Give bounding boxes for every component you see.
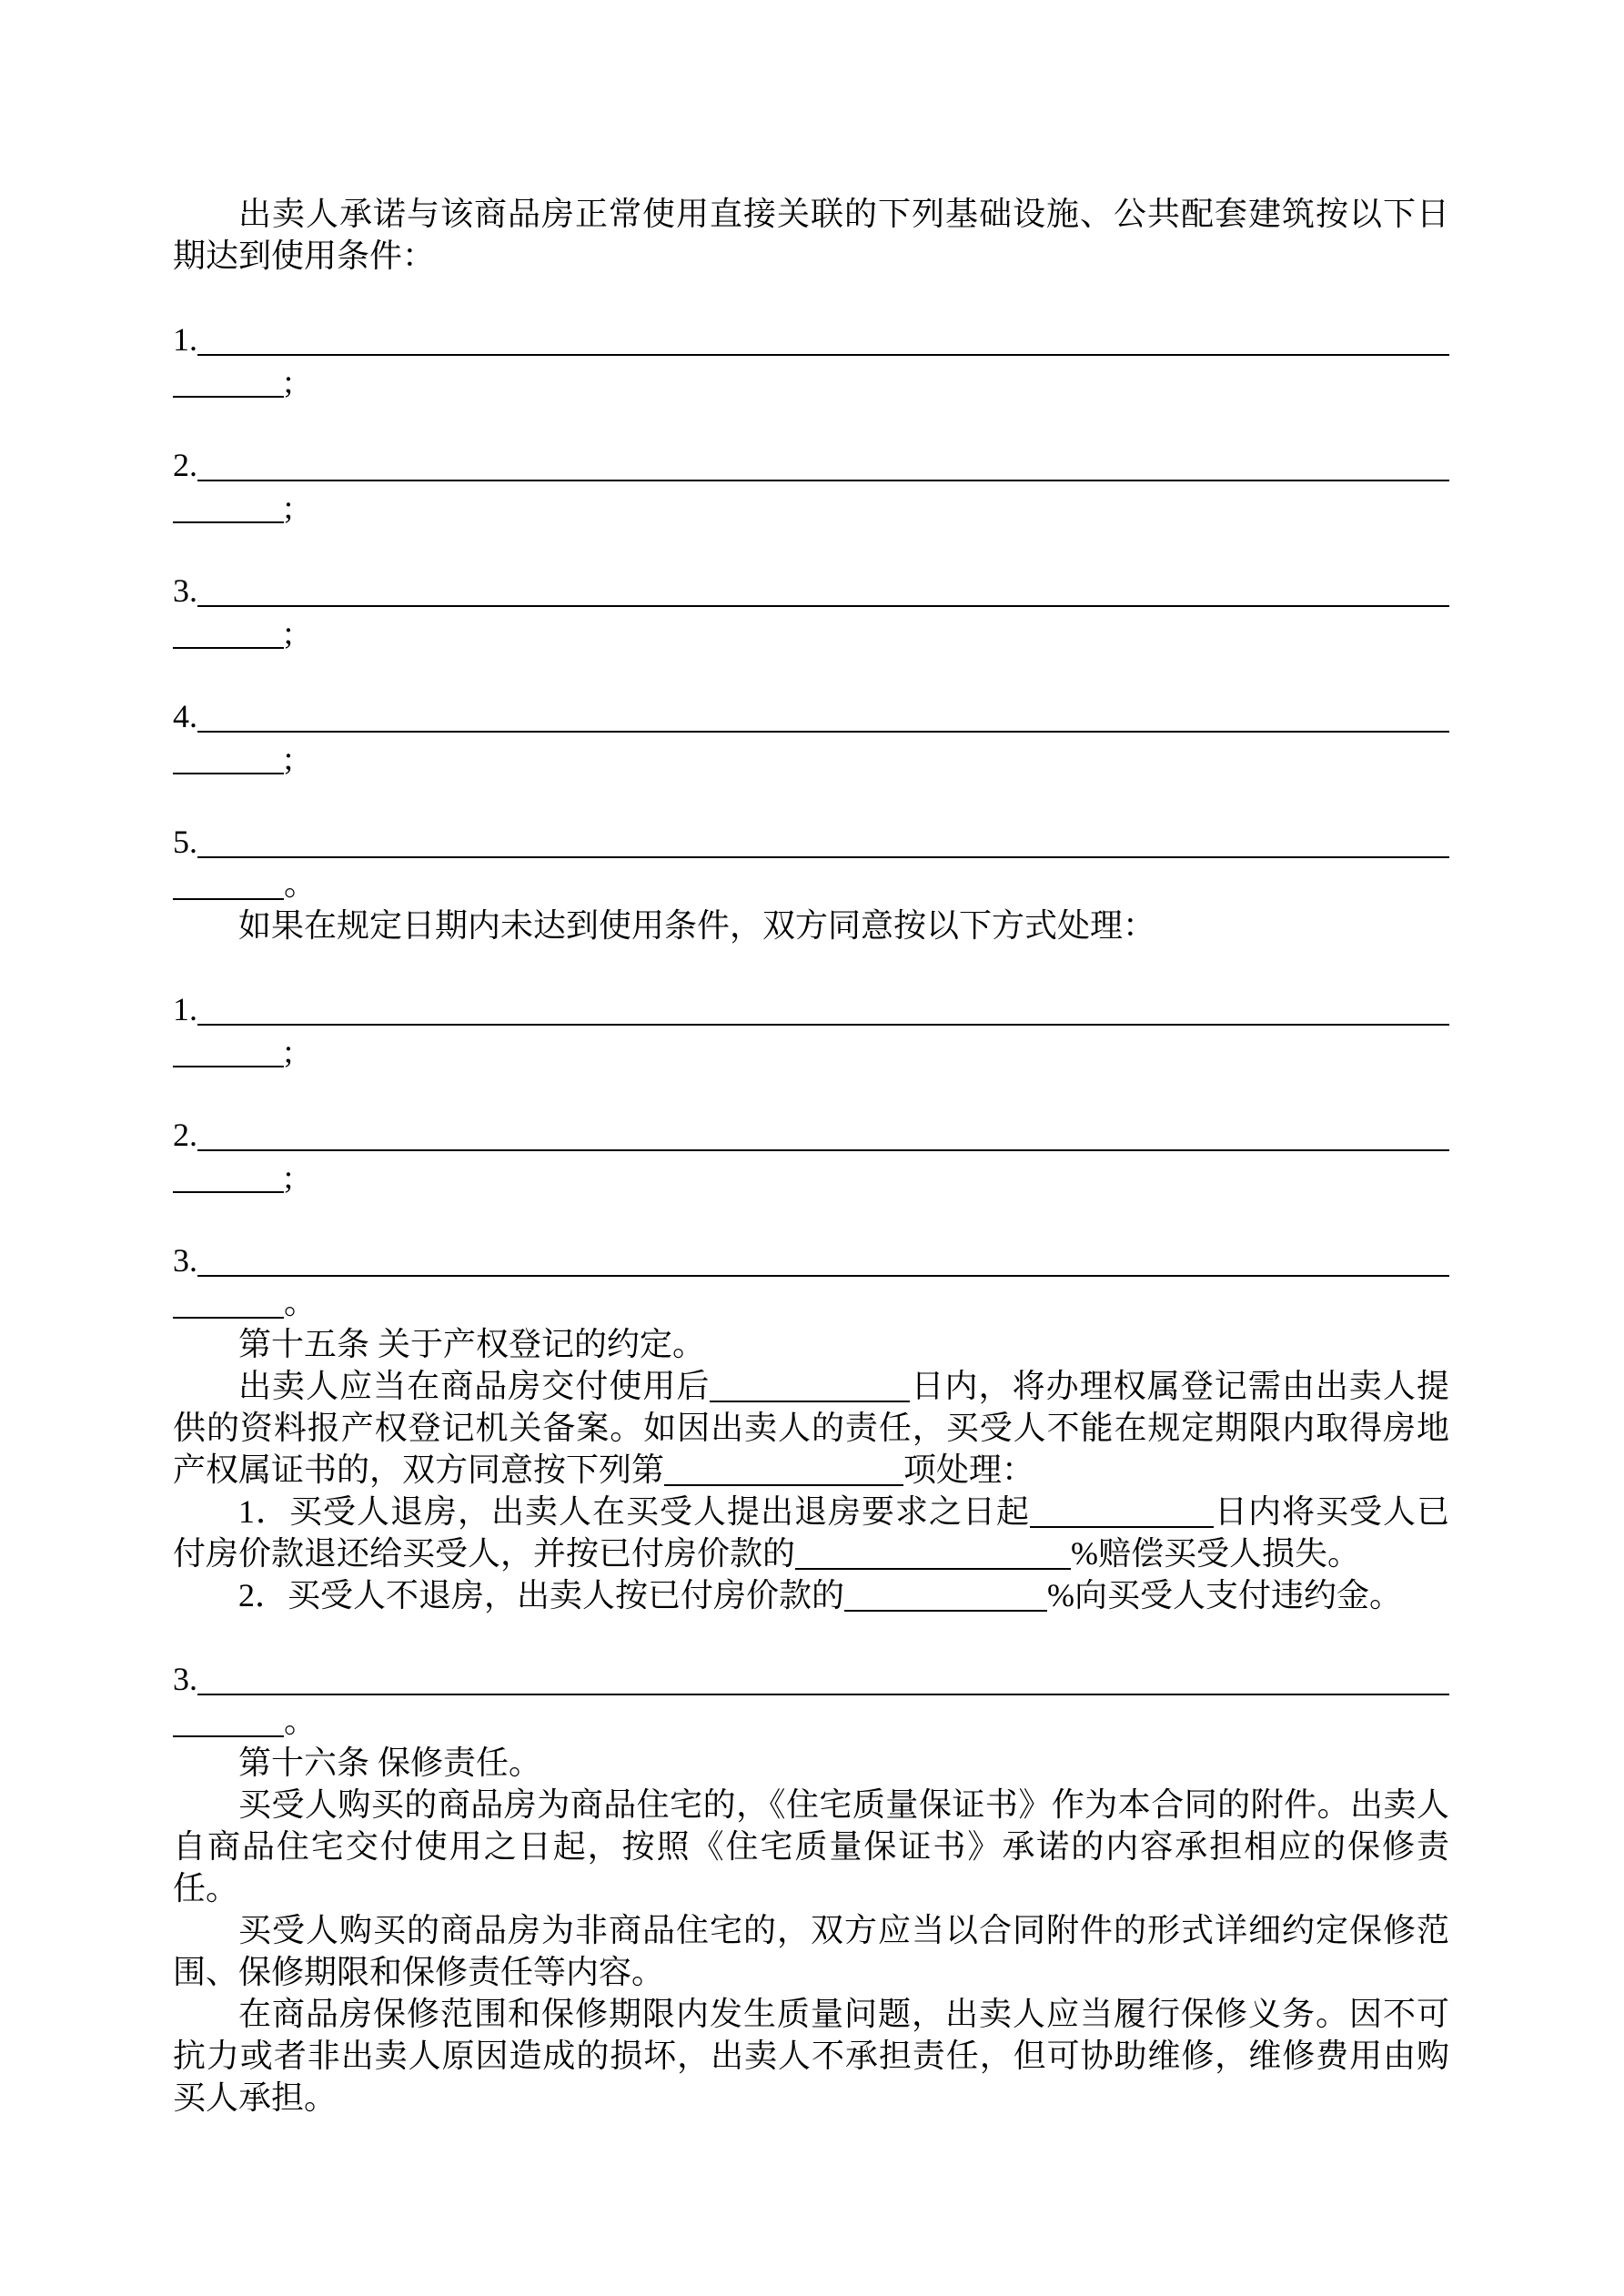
- fill-in-line: [197, 1658, 1449, 1695]
- item-punctuation: ;: [284, 363, 294, 400]
- handling-blank-list: [173, 988, 1449, 1323]
- article15-option1-paragraph: 1．买受人退房，出卖人在买受人提出退房要求之日起 日内将买受人已付房价款退还给买受人，并按已付房价款的 %赔偿买受人损失。: [173, 1493, 1449, 1572]
- item-punctuation: ;: [284, 614, 294, 651]
- fill-in-line-short: [173, 486, 284, 523]
- fill-in-line: [197, 1239, 1449, 1277]
- fill-line-continuation: [173, 863, 1449, 905]
- blank-fill-item: [173, 988, 1449, 1072]
- blank-fill-item: [173, 444, 1449, 528]
- fill-line-primary: [173, 821, 1449, 863]
- fill-line-continuation: [173, 612, 1449, 653]
- article15-heading: 第十五条 关于产权登记的约定。: [238, 1326, 706, 1362]
- fill-line-primary: [173, 1239, 1449, 1281]
- fill-in-line: [197, 695, 1449, 733]
- blank-fill-item: [173, 1658, 1449, 1742]
- blank-fill-item: [173, 821, 1449, 905]
- fill-line-primary: [173, 444, 1449, 486]
- article16-warranty-nonresidential-paragraph: 买受人购买的商品房为非商品住宅的，双方应当以合同附件的形式详细约定保修范围、保修期限和保修责任等内容。: [173, 1912, 1449, 1990]
- item-number: 3.: [173, 1661, 197, 1697]
- fill-in-line: [197, 570, 1449, 607]
- item-number: 3.: [173, 1242, 197, 1279]
- article16-heading: 第十六条 保修责任。: [238, 1745, 542, 1781]
- blank-fill-item: [173, 1114, 1449, 1198]
- fill-line-primary: [173, 695, 1449, 737]
- fill-line-continuation: [173, 1700, 1449, 1742]
- fill-line-primary: [173, 1114, 1449, 1156]
- blank-fill-item: [173, 319, 1449, 402]
- fill-line-continuation: [173, 1030, 1449, 1072]
- item-number: 4.: [173, 698, 197, 734]
- fill-line-primary: [173, 319, 1449, 360]
- handling-intro-paragraph: 如果在规定日期内未达到使用条件，双方同意按以下方式处理：: [238, 907, 1156, 944]
- fill-in-line: [197, 1114, 1449, 1151]
- fill-in-line-short: [173, 1156, 284, 1193]
- article16-warranty-obligation-paragraph: 在商品房保修范围和保修期限内发生质量问题，出卖人应当履行保修义务。因不可抗力或者非出卖人原因造成的损坏，出卖人不承担责任，但可协助维修，维修费用由购买人承担。: [173, 1996, 1449, 2116]
- fill-in-blank: [795, 1568, 1071, 1570]
- facilities-blank-list: [173, 319, 1449, 905]
- item-number: 1.: [173, 991, 197, 1027]
- item-punctuation: 。: [284, 865, 318, 902]
- item-punctuation: ;: [284, 1158, 294, 1195]
- fill-line-continuation: [173, 486, 1449, 528]
- fill-in-blank: [1030, 1526, 1214, 1528]
- item-number: 2.: [173, 1117, 197, 1153]
- fill-in-line-short: [173, 1030, 284, 1067]
- fill-line-primary: [173, 570, 1449, 612]
- blank-fill-item: [173, 1239, 1449, 1323]
- fill-in-line-short: [173, 612, 284, 649]
- article15-option3-blank-item: [173, 1658, 1449, 1742]
- item-punctuation: ;: [284, 1033, 294, 1069]
- fill-line-primary: [173, 1658, 1449, 1700]
- item-number: 1.: [173, 321, 197, 358]
- item-punctuation: 。: [284, 1284, 318, 1320]
- item-punctuation: ;: [284, 740, 294, 776]
- fill-in-line-short: [173, 1700, 284, 1737]
- fill-line-continuation: [173, 1281, 1449, 1323]
- fill-in-line-short: [173, 737, 284, 774]
- fill-in-line: [197, 821, 1449, 858]
- item-number: 3.: [173, 572, 197, 609]
- fill-in-line-short: [173, 1281, 284, 1319]
- fill-line-continuation: [173, 737, 1449, 779]
- facilities-intro-paragraph: 出卖人承诺与该商品房正常使用直接关联的下列基础设施、公共配套建筑按以下日期达到使用条件：: [173, 196, 1449, 274]
- article15-registration-paragraph: 出卖人应当在商品房交付使用后 日内，将办理权属登记需由出卖人提供的资料报产权登记机关备案。如因出卖人的责任，买受人不能在规定期限内取得房地产权属证书的，双方同意按下列第 项处理：: [173, 1368, 1449, 1488]
- fill-line-continuation: [173, 360, 1449, 402]
- item-number: 2.: [173, 447, 197, 483]
- blank-fill-item: [173, 570, 1449, 653]
- article15-option2-paragraph: 2．买受人不退房，出卖人按已付房价款的 %向买受人支付违约金。: [238, 1577, 1403, 1613]
- fill-in-blank: [710, 1401, 910, 1402]
- fill-in-line: [197, 988, 1449, 1026]
- fill-in-line-short: [173, 863, 284, 900]
- item-punctuation: 。: [284, 1703, 318, 1739]
- fill-line-continuation: [173, 1156, 1449, 1198]
- blank-fill-item: [173, 695, 1449, 779]
- fill-in-line-short: [173, 360, 284, 398]
- fill-in-line: [197, 319, 1449, 356]
- fill-line-primary: [173, 988, 1449, 1030]
- fill-in-line: [197, 444, 1449, 481]
- article16-warranty-residential-paragraph: 买受人购买的商品房为商品住宅的，《住宅质量保证书》作为本合同的附件。出卖人自商品住宅交付使用之日起，按照《住宅质量保证书》承诺的内容承担相应的保修责任。: [173, 1786, 1449, 1907]
- item-number: 5.: [173, 824, 197, 860]
- item-punctuation: ;: [284, 489, 294, 525]
- fill-in-blank: [664, 1484, 903, 1486]
- fill-in-blank: [844, 1610, 1047, 1612]
